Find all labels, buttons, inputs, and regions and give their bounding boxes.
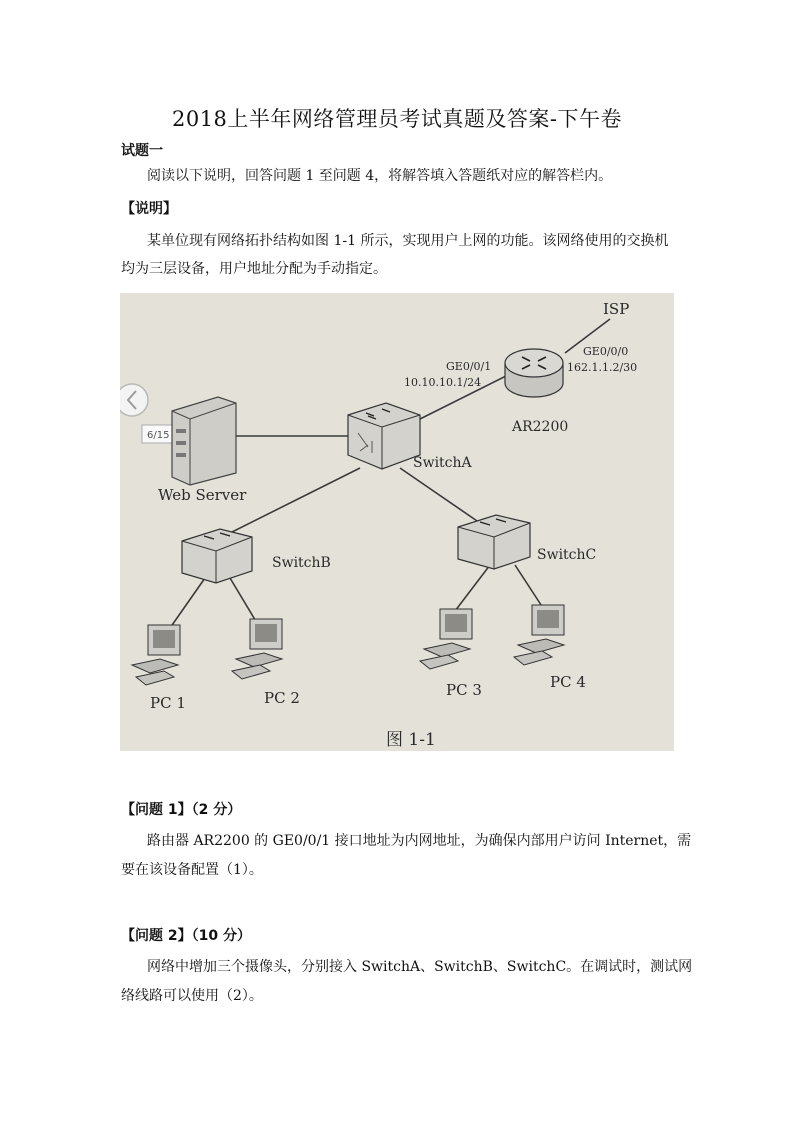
q1-line-1: 路由器 AR2200 的 GE0/0/1 接口地址为内网地址，为确保内部用户访问 Internet，需 [147, 833, 692, 849]
q2-line-2: 络线路可以使用（2）。 [121, 988, 263, 1004]
section-heading: 试题一 [121, 143, 163, 159]
switch-b-icon [182, 529, 252, 583]
q2-line-1: 网络中增加三个摄像头，分别接入 SwitchA、SwitchB、SwitchC。在调试时，测试网 [147, 959, 693, 975]
explain-line-2: 均为三层设备，用户地址分配为手动指定。 [121, 261, 387, 277]
q2-heading-row [121, 926, 251, 946]
web-server-label: Web Server [158, 486, 247, 504]
q2-score: （10 分） [191, 928, 251, 944]
switch-c-label: SwitchC [537, 547, 597, 563]
pc1-label: PC 1 [150, 694, 186, 712]
q2-heading: 【问题 2】 [121, 928, 192, 944]
network-topology-figure [120, 293, 674, 751]
prev-page-icon[interactable] [120, 384, 148, 416]
switch-c-icon [458, 515, 530, 569]
switch-a-icon [348, 403, 420, 469]
router-ip-right: 162.1.1.2/30 [567, 361, 638, 374]
page-badge-text: 6/15 [147, 430, 170, 441]
web-server-icon [172, 397, 236, 485]
isp-label: ISP [603, 300, 630, 318]
explain-heading: 【说明】 [121, 201, 177, 217]
q1-heading-row [121, 800, 241, 820]
router-ip-left: 10.10.10.1/24 [404, 376, 482, 389]
router-label: AR2200 [512, 419, 569, 435]
q1-heading: 【问题 1】 [121, 802, 192, 818]
q1-score: （2 分） [191, 802, 242, 818]
switch-b-label: SwitchB [272, 555, 331, 571]
router-if-left: GE0/0/1 [446, 360, 492, 373]
switch-a-label: SwitchA [413, 455, 472, 471]
pc3-label: PC 3 [446, 681, 482, 699]
intro-text: 阅读以下说明，回答问题 1 至问题 4，将解答填入答题纸对应的解答栏内。 [147, 168, 613, 184]
router-if-right: GE0/0/0 [583, 345, 629, 358]
explain-line-1: 某单位现有网络拓扑结构如图 1-1 所示，实现用户上网的功能。该网络使用的交换机 [147, 233, 669, 249]
router-icon [505, 349, 563, 397]
pc2-label: PC 2 [264, 689, 300, 707]
document-title: 2018上半年网络管理员考试真题及答案-下午卷 [171, 107, 623, 131]
q1-line-2: 要在该设备配置（1）。 [121, 862, 263, 878]
figure-caption: 图 1-1 [386, 730, 436, 750]
pc4-label: PC 4 [550, 673, 586, 691]
